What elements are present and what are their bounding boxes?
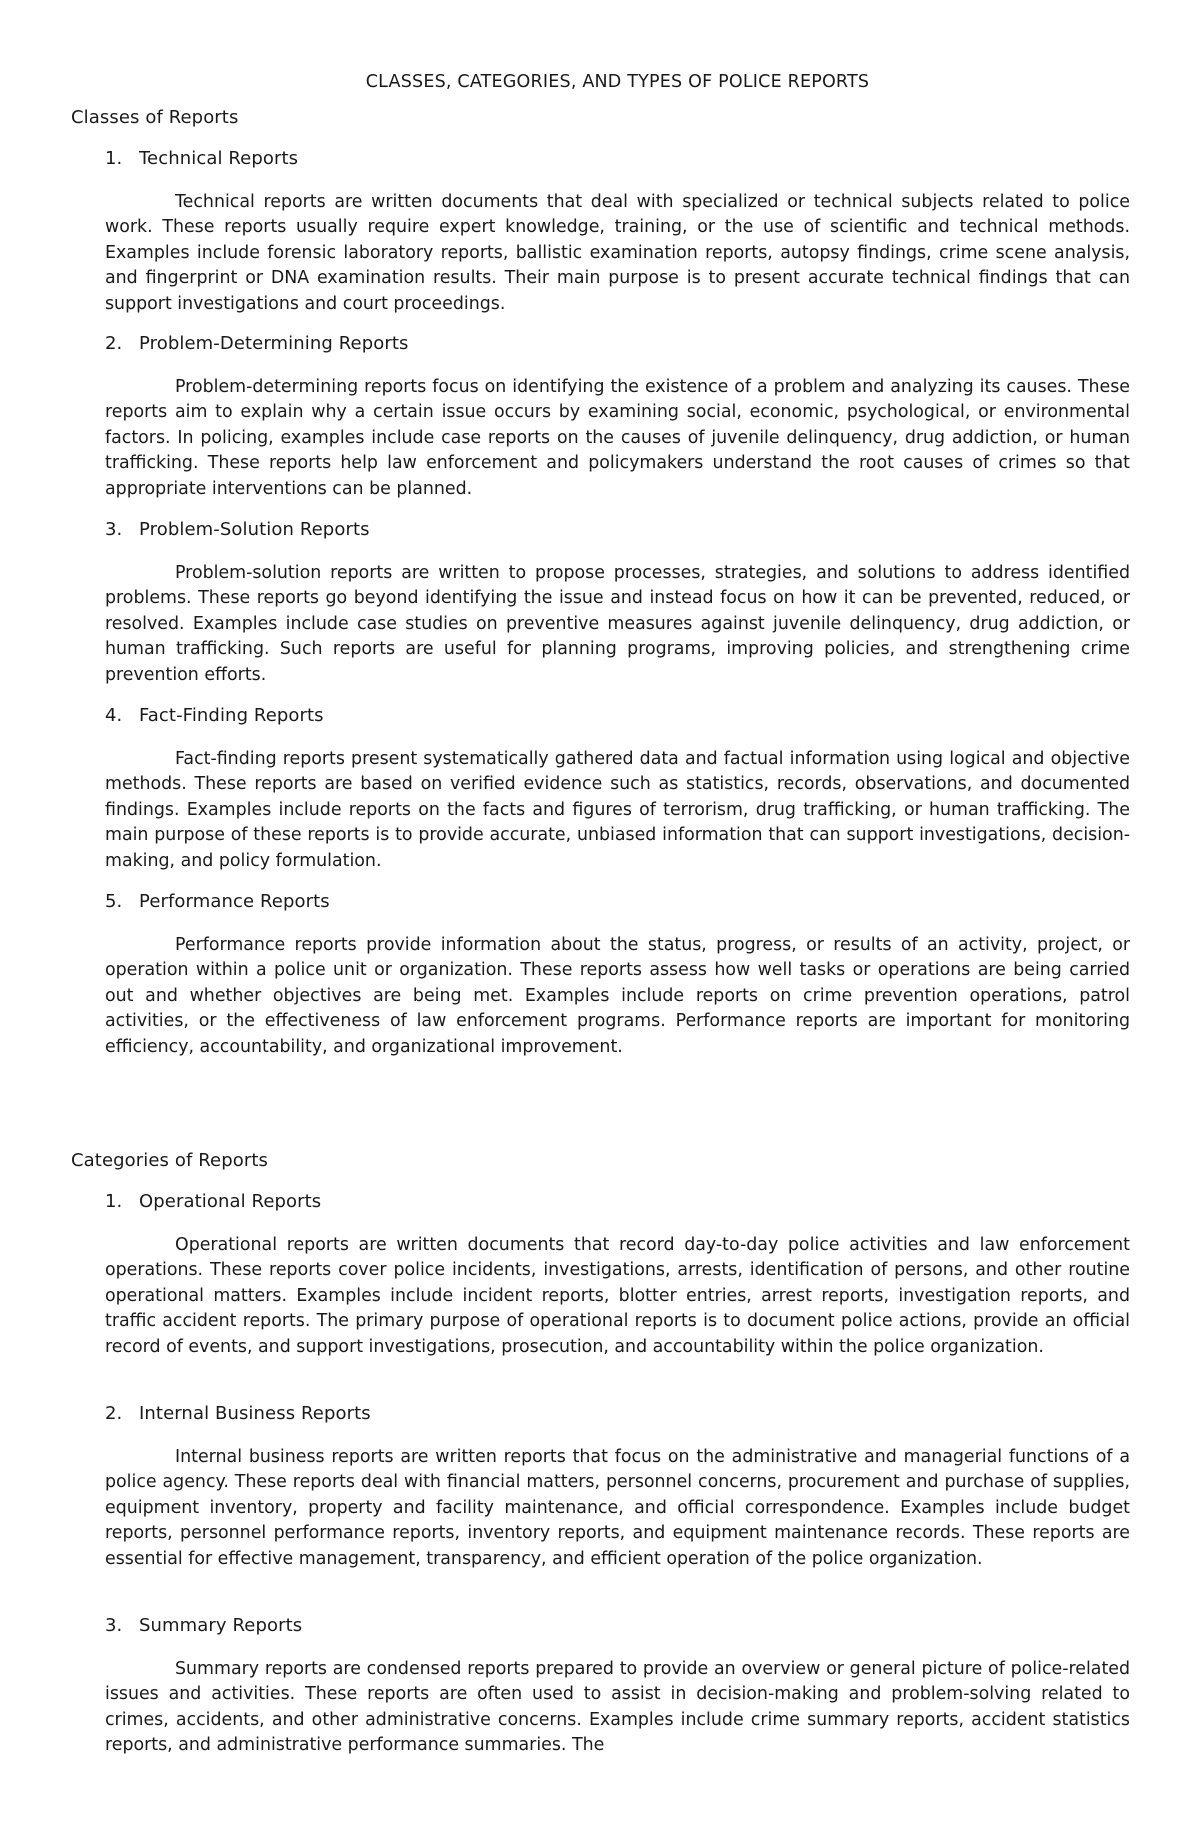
category-heading-summary [105, 1615, 302, 1636]
item-number: 1. [105, 148, 123, 169]
class-body-technical: Technical reports are written documents that deal with specialized or technical subjects related to police work. These reports usually require expert knowledge, training, or the use of scientific and technical methods. Examples include forensic laboratory reports, ballistic examination reports, autopsy findings, crime scene analysis, and fingerprint or DNA examination results. Their main purpose is to present accurate technical findings that can support investigations and court proceedings. [105, 192, 1130, 314]
item-number: 3. [105, 519, 123, 540]
item-number: 4. [105, 705, 123, 726]
category-heading-internal-business [105, 1403, 371, 1424]
section-heading-categories: Categories of Reports [71, 1150, 268, 1171]
class-heading-problem-solution [105, 519, 370, 540]
class-heading-performance [105, 891, 330, 912]
item-number: 3. [105, 1615, 123, 1636]
item-number: 5. [105, 891, 123, 912]
item-title: Summary Reports [139, 1615, 303, 1636]
item-title: Fact-Finding Reports [139, 705, 324, 726]
item-title: Operational Reports [139, 1191, 322, 1212]
section-heading-classes: Classes of Reports [71, 107, 239, 128]
item-title: Internal Business Reports [139, 1403, 371, 1424]
category-body-operational: Operational reports are written documents that record day-to-day police activities and law enforcement operations. These reports cover police incidents, investigations, arrests, identification of persons, and other routine operational matters. Examples include incident reports, blotter entries, arrest reports, investigation reports, and traffic accident reports. The primary purpose of operational reports is to document police actions, provide an official record of events, and support investigations, prosecution, and accountability within the police organization. [105, 1235, 1130, 1357]
class-body-performance: Performance reports provide information about the status, progress, or results of an activity, project, or operation within a police unit or organization. These reports assess how well tasks or operations are being carried out and whether objectives are being met. Examples include reports on crime prevention operations, patrol activities, or the effectiveness of law enforcement programs. Performance reports are important for monitoring efficiency, accountability, and organizational improvement. [105, 935, 1130, 1057]
item-number: 2. [105, 1403, 123, 1424]
class-body-problem-solution: Problem-solution reports are written to propose processes, strategies, and solutions to address identified problems. These reports go beyond identifying the issue and instead focus on how it can be prevented, reduced, or resolved. Examples include case studies on preventive measures against juvenile delinquency, drug addiction, or human trafficking. Such reports are useful for planning programs, improving policies, and strengthening crime prevention efforts. [105, 563, 1130, 685]
class-heading-technical [105, 148, 298, 169]
document-title: CLASSES, CATEGORIES, AND TYPES OF POLICE REPORTS [365, 72, 870, 92]
class-heading-fact-finding [105, 705, 324, 726]
item-number: 2. [105, 333, 123, 354]
class-body-problem-determining: Problem-determining reports focus on identifying the existence of a problem and analyzing its causes. These reports aim to explain why a certain issue occurs by examining social, economic, psychological, or environmental factors. In policing, examples include case reports on the causes of juvenile delinquency, drug addiction, or human trafficking. These reports help law enforcement and policymakers understand the root causes of crimes so that appropriate interventions can be planned. [105, 377, 1130, 499]
item-title: Problem-Solution Reports [139, 519, 370, 540]
item-title: Problem-Determining Reports [139, 333, 409, 354]
item-title: Performance Reports [139, 891, 330, 912]
class-body-fact-finding: Fact-finding reports present systematically gathered data and factual information using logical and objective methods. These reports are based on verified evidence such as statistics, records, observations, and documented findings. Examples include reports on the facts and figures of terrorism, drug trafficking, or human trafficking. The main purpose of these reports is to provide accurate, unbiased information that can support investigations, decision-making, and policy formulation. [105, 749, 1130, 871]
category-heading-operational [105, 1191, 321, 1212]
class-heading-problem-determining [105, 333, 408, 354]
item-title: Technical Reports [139, 148, 299, 169]
item-number: 1. [105, 1191, 123, 1212]
category-body-summary: Summary reports are condensed reports prepared to provide an overview or general picture of police-related issues and activities. These reports are often used to assist in decision-making and problem-solving related to crimes, accidents, and other administrative concerns. Examples include crime summary reports, accident statistics reports, and administrative performance summaries. The [105, 1659, 1130, 1756]
category-body-internal-business: Internal business reports are written reports that focus on the administrative and managerial functions of a police agency. These reports deal with financial matters, personnel concerns, procurement and purchase of supplies, equipment inventory, property and facility maintenance, and official correspondence. Examples include budget reports, personnel performance reports, inventory reports, and equipment maintenance records. These reports are essential for effective management, transparency, and efficient operation of the police organization. [105, 1447, 1130, 1569]
